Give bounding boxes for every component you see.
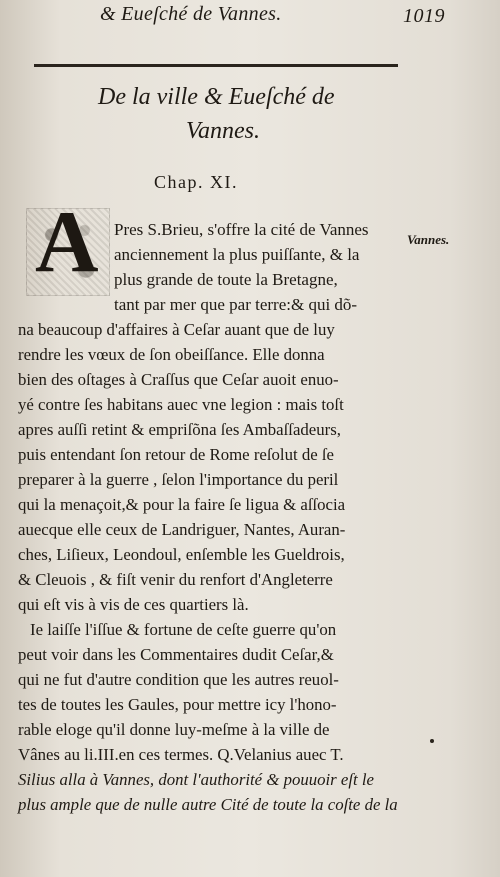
text-line: apres auſſi retint & empriſõna ſes Ambaſſadeurs,: [18, 420, 341, 439]
text-line: qui eſt vis à vis de ces quartiers là.: [18, 595, 249, 614]
page-number: 1019: [403, 5, 445, 27]
text-line: plus ample que de nulle autre Cité de toute la coſte de la: [18, 795, 398, 814]
text-line: rendre les vœux de ſon obeiſſance. Elle donna: [18, 345, 325, 364]
text-line: anciennement la plus puiſſante, & la: [114, 245, 360, 264]
text-line: Silius alla à Vannes, dont l'authorité & pouuoir eſt le: [18, 770, 374, 789]
header-rule: [34, 64, 398, 67]
text-line: qui ne fut d'autre condition que les autres reuol-: [18, 670, 339, 689]
text-line: bien des oſtages à Craſſus que Ceſar auoit enuo-: [18, 370, 339, 389]
margin-note: Vannes.: [407, 232, 450, 247]
text-line: auecque elle ceux de Landriguer, Nantes, Auran-: [18, 520, 346, 539]
running-head: & Eueſché de Vannes.: [100, 3, 282, 25]
chapter-number: Chap. XI.: [154, 172, 238, 192]
text-line: qui la menaçoit,& pour la faire ſe ligua & aſſocia: [18, 495, 346, 514]
text-line: rable eloge qu'il donne luy-meſme à la ville de: [18, 720, 330, 739]
printer-mark: [430, 739, 434, 743]
chapter-title-line-2: Vannes.: [186, 118, 260, 144]
ornamental-dropcap: [26, 208, 110, 296]
text-line: na beaucoup d'affaires à Ceſar auant que de luy: [18, 320, 335, 339]
text-line: ches, Liſieux, Leondoul, enſemble les Gueldrois,: [18, 545, 345, 564]
text-line: yé contre ſes habitans auec vne legion : mais toſt: [18, 395, 344, 414]
text-line: plus grande de toute la Bretagne,: [114, 270, 338, 289]
text-line: peut voir dans les Commentaires dudit Ceſar,&: [18, 645, 334, 664]
text-line: tant par mer que par terre:& qui dõ-: [114, 295, 358, 314]
text-line: preparer à la guerre , ſelon l'importance du peril: [18, 470, 339, 489]
text-line: Ie laiſſe l'iſſue & fortune de ceſte guerre qu'on: [30, 620, 337, 639]
text-line: Vânes au li.III.en ces termes. Q.Velanius auec T.: [18, 745, 344, 764]
text-line: & Cleuois , & fiſt venir du renfort d'Angleterre: [18, 570, 333, 589]
text-line: Pres S.Brieu, s'offre la cité de Vannes: [114, 220, 369, 239]
text-line: puis entendant ſon retour de Rome reſolut de ſe: [18, 445, 334, 464]
text-line: tes de toutes les Gaules, pour mettre icy l'hono-: [18, 695, 337, 714]
chapter-title-line-1: De la ville & Eueſché de: [98, 84, 335, 110]
dropcap-letter: A: [35, 208, 99, 291]
